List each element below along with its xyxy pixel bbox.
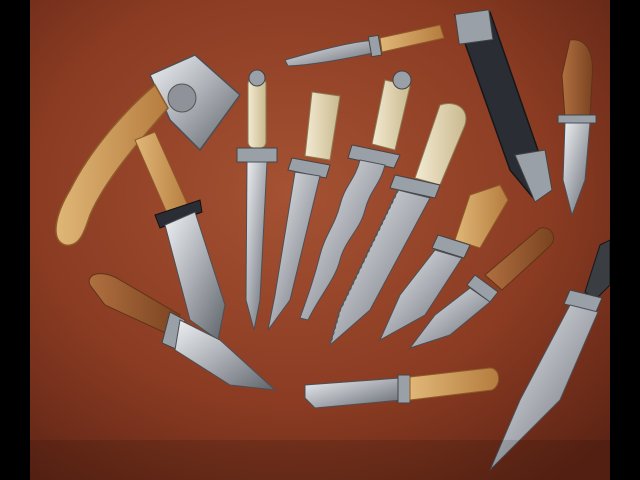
photo-canvas	[30, 0, 610, 480]
dagger1-handle	[248, 78, 266, 148]
knife-collection-photo	[30, 0, 610, 480]
bottom-knife-guard	[398, 375, 410, 403]
dagger1-guard	[237, 148, 277, 162]
right-knife-guard	[558, 115, 596, 123]
bottom-shade	[30, 440, 610, 480]
sheath-top-fitting	[455, 10, 493, 44]
kris-pommel	[393, 71, 411, 89]
hatchet-emblem	[168, 84, 196, 112]
dagger1-pommel	[249, 70, 265, 86]
